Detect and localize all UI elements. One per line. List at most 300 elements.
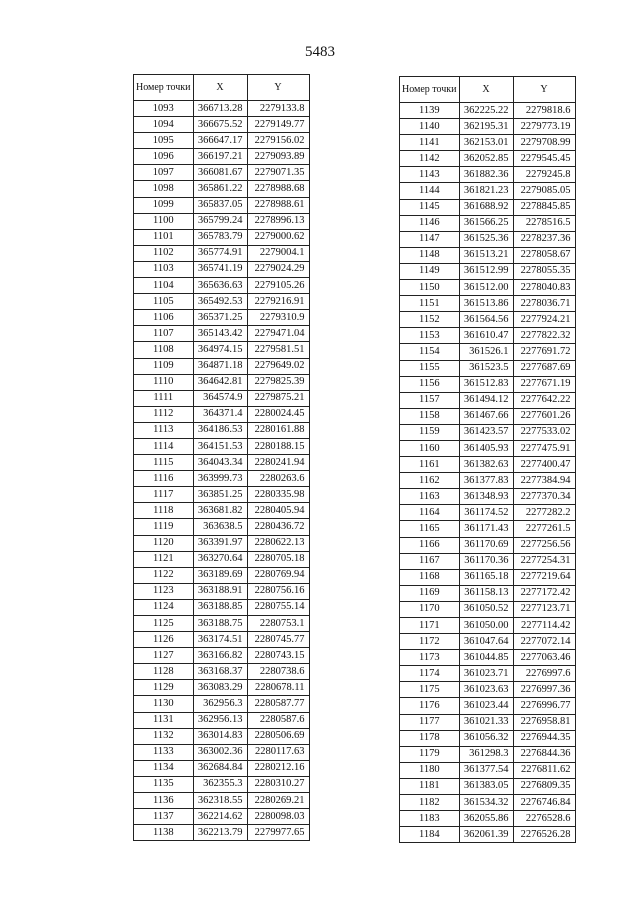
point-number-cell: 1109 — [134, 358, 194, 374]
x-coordinate-cell: 364371.4 — [193, 406, 247, 422]
x-coordinate-cell: 361044.85 — [459, 650, 513, 666]
x-coordinate-cell: 363638.5 — [193, 519, 247, 535]
y-coordinate-cell: 2279825.39 — [247, 374, 309, 390]
y-coordinate-cell: 2278237.36 — [513, 231, 575, 247]
y-coordinate-cell: 2280335.98 — [247, 487, 309, 503]
point-number-cell: 1121 — [134, 551, 194, 567]
x-coordinate-cell: 363391.97 — [193, 535, 247, 551]
x-coordinate-cell: 361512.99 — [459, 263, 513, 279]
point-number-cell: 1137 — [134, 809, 194, 825]
y-coordinate-cell: 2277254.31 — [513, 553, 575, 569]
table-row — [134, 390, 310, 406]
y-coordinate-cell: 2279000.62 — [247, 229, 309, 245]
point-number-cell: 1156 — [400, 376, 460, 392]
point-number-cell: 1140 — [400, 119, 460, 135]
point-number-cell: 1117 — [134, 487, 194, 503]
column-header-y: Y — [513, 77, 575, 103]
y-coordinate-cell: 2280743.15 — [247, 648, 309, 664]
table-row — [134, 648, 310, 664]
point-number-cell: 1099 — [134, 197, 194, 213]
table-row — [400, 392, 576, 408]
table-row — [134, 358, 310, 374]
y-coordinate-cell: 2278055.35 — [513, 263, 575, 279]
point-number-cell: 1169 — [400, 585, 460, 601]
point-number-cell: 1125 — [134, 616, 194, 632]
table-row — [400, 585, 576, 601]
y-coordinate-cell: 2276996.77 — [513, 698, 575, 714]
y-coordinate-cell: 2277114.42 — [513, 618, 575, 634]
table-row — [134, 455, 310, 471]
table-row — [400, 440, 576, 456]
point-number-cell: 1106 — [134, 310, 194, 326]
table-row — [134, 261, 310, 277]
x-coordinate-cell: 361298.3 — [459, 746, 513, 762]
x-coordinate-cell: 361525.36 — [459, 231, 513, 247]
y-coordinate-cell: 2279105.26 — [247, 278, 309, 294]
point-number-cell: 1122 — [134, 567, 194, 583]
y-coordinate-cell: 2277671.19 — [513, 376, 575, 392]
x-coordinate-cell: 361023.63 — [459, 682, 513, 698]
point-number-cell: 1134 — [134, 760, 194, 776]
y-coordinate-cell: 2280024.45 — [247, 406, 309, 422]
x-coordinate-cell: 365143.42 — [193, 326, 247, 342]
y-coordinate-cell: 2277642.22 — [513, 392, 575, 408]
table-row — [400, 328, 576, 344]
y-coordinate-cell: 2280161.88 — [247, 422, 309, 438]
point-number-cell: 1102 — [134, 245, 194, 261]
table-row — [400, 263, 576, 279]
y-coordinate-cell: 2280753.1 — [247, 616, 309, 632]
x-coordinate-cell: 363014.83 — [193, 728, 247, 744]
point-number-cell: 1129 — [134, 680, 194, 696]
table-row — [400, 746, 576, 762]
point-number-cell: 1177 — [400, 714, 460, 730]
x-coordinate-cell: 364974.15 — [193, 342, 247, 358]
x-coordinate-cell: 362355.3 — [193, 776, 247, 792]
y-coordinate-cell: 2276811.62 — [513, 762, 575, 778]
y-coordinate-cell: 2279149.77 — [247, 117, 309, 133]
x-coordinate-cell: 362195.31 — [459, 119, 513, 135]
point-number-cell: 1175 — [400, 682, 460, 698]
point-number-cell: 1182 — [400, 795, 460, 811]
table-row — [400, 119, 576, 135]
point-number-cell: 1174 — [400, 666, 460, 682]
y-coordinate-cell: 2279773.19 — [513, 119, 575, 135]
y-coordinate-cell: 2277384.94 — [513, 473, 575, 489]
x-coordinate-cell: 362055.86 — [459, 811, 513, 827]
y-coordinate-cell: 2279216.91 — [247, 294, 309, 310]
point-number-cell: 1151 — [400, 296, 460, 312]
x-coordinate-cell: 361512.83 — [459, 376, 513, 392]
point-number-cell: 1133 — [134, 744, 194, 760]
table-row — [134, 438, 310, 454]
table-row — [134, 696, 310, 712]
table-row — [400, 569, 576, 585]
y-coordinate-cell: 2279818.6 — [513, 103, 575, 119]
x-coordinate-cell: 363270.64 — [193, 551, 247, 567]
table-row — [134, 487, 310, 503]
column-header-x: X — [459, 77, 513, 103]
table-row — [134, 229, 310, 245]
table-row — [400, 424, 576, 440]
table-row — [400, 634, 576, 650]
table-row — [400, 521, 576, 537]
y-coordinate-cell: 2276844.36 — [513, 746, 575, 762]
y-coordinate-cell: 2279024.29 — [247, 261, 309, 277]
x-coordinate-cell: 365799.24 — [193, 213, 247, 229]
x-coordinate-cell: 361526.1 — [459, 344, 513, 360]
point-number-cell: 1111 — [134, 390, 194, 406]
y-coordinate-cell: 2279708.99 — [513, 135, 575, 151]
y-coordinate-cell: 2280587.77 — [247, 696, 309, 712]
x-coordinate-cell: 361050.00 — [459, 618, 513, 634]
table-row — [134, 680, 310, 696]
x-coordinate-cell: 365837.05 — [193, 197, 247, 213]
point-number-cell: 1107 — [134, 326, 194, 342]
table-row — [400, 312, 576, 328]
table-row — [400, 698, 576, 714]
table-row — [134, 825, 310, 841]
y-coordinate-cell: 2280310.27 — [247, 776, 309, 792]
table-row — [400, 151, 576, 167]
table-row — [400, 827, 576, 843]
x-coordinate-cell: 362061.39 — [459, 827, 513, 843]
point-number-cell: 1149 — [400, 263, 460, 279]
x-coordinate-cell: 361050.52 — [459, 601, 513, 617]
table-row — [400, 666, 576, 682]
table-row — [400, 601, 576, 617]
table-row — [134, 326, 310, 342]
column-header-point: Номер точки — [400, 77, 460, 103]
y-coordinate-cell: 2276528.6 — [513, 811, 575, 827]
point-number-cell: 1123 — [134, 583, 194, 599]
y-coordinate-cell: 2277072.14 — [513, 634, 575, 650]
y-coordinate-cell: 2280117.63 — [247, 744, 309, 760]
x-coordinate-cell: 361882.36 — [459, 167, 513, 183]
y-coordinate-cell: 2279093.89 — [247, 149, 309, 165]
y-coordinate-cell: 2279133.8 — [247, 101, 309, 117]
x-coordinate-cell: 361513.21 — [459, 247, 513, 263]
table-row — [400, 682, 576, 698]
y-coordinate-cell: 2277822.32 — [513, 328, 575, 344]
table-row — [400, 505, 576, 521]
point-number-cell: 1142 — [400, 151, 460, 167]
x-coordinate-cell: 363166.82 — [193, 648, 247, 664]
table-header-row — [400, 77, 576, 103]
point-number-cell: 1119 — [134, 519, 194, 535]
x-coordinate-cell: 362214.62 — [193, 809, 247, 825]
x-coordinate-cell: 361158.13 — [459, 585, 513, 601]
x-coordinate-cell: 365783.79 — [193, 229, 247, 245]
y-coordinate-cell: 2278988.61 — [247, 197, 309, 213]
x-coordinate-cell: 363083.29 — [193, 680, 247, 696]
y-coordinate-cell: 2280405.94 — [247, 503, 309, 519]
x-coordinate-cell: 362318.55 — [193, 793, 247, 809]
x-coordinate-cell: 363168.37 — [193, 664, 247, 680]
table-row — [400, 215, 576, 231]
table-row — [134, 551, 310, 567]
point-number-cell: 1116 — [134, 471, 194, 487]
y-coordinate-cell: 2279875.21 — [247, 390, 309, 406]
x-coordinate-cell: 361610.47 — [459, 328, 513, 344]
point-number-cell: 1096 — [134, 149, 194, 165]
table-row — [400, 457, 576, 473]
point-number-cell: 1155 — [400, 360, 460, 376]
point-number-cell: 1104 — [134, 278, 194, 294]
y-coordinate-cell: 2276526.28 — [513, 827, 575, 843]
table-row — [134, 728, 310, 744]
y-coordinate-cell: 2279471.04 — [247, 326, 309, 342]
y-coordinate-cell: 2277533.02 — [513, 424, 575, 440]
point-number-cell: 1164 — [400, 505, 460, 521]
x-coordinate-cell: 361170.36 — [459, 553, 513, 569]
point-number-cell: 1171 — [400, 618, 460, 634]
x-coordinate-cell: 363851.25 — [193, 487, 247, 503]
point-number-cell: 1146 — [400, 215, 460, 231]
x-coordinate-cell: 362052.85 — [459, 151, 513, 167]
point-number-cell: 1094 — [134, 117, 194, 133]
point-number-cell: 1154 — [400, 344, 460, 360]
table-row — [400, 537, 576, 553]
x-coordinate-cell: 366647.17 — [193, 133, 247, 149]
y-coordinate-cell: 2277924.21 — [513, 312, 575, 328]
point-number-cell: 1150 — [400, 280, 460, 296]
table-row — [134, 406, 310, 422]
point-number-cell: 1144 — [400, 183, 460, 199]
y-coordinate-cell: 2279310.9 — [247, 310, 309, 326]
point-number-cell: 1097 — [134, 165, 194, 181]
y-coordinate-cell: 2277063.46 — [513, 650, 575, 666]
table-row — [134, 245, 310, 261]
y-coordinate-cell: 2279649.02 — [247, 358, 309, 374]
point-number-cell: 1098 — [134, 181, 194, 197]
point-number-cell: 1178 — [400, 730, 460, 746]
point-number-cell: 1095 — [134, 133, 194, 149]
x-coordinate-cell: 362956.3 — [193, 696, 247, 712]
x-coordinate-cell: 361056.32 — [459, 730, 513, 746]
x-coordinate-cell: 361170.69 — [459, 537, 513, 553]
x-coordinate-cell: 361688.92 — [459, 199, 513, 215]
table-header-row — [134, 75, 310, 101]
y-coordinate-cell: 2280241.94 — [247, 455, 309, 471]
y-coordinate-cell: 2280212.16 — [247, 760, 309, 776]
y-coordinate-cell: 2278058.67 — [513, 247, 575, 263]
point-number-cell: 1130 — [134, 696, 194, 712]
x-coordinate-cell: 363999.73 — [193, 471, 247, 487]
y-coordinate-cell: 2280756.16 — [247, 583, 309, 599]
y-coordinate-cell: 2278040.83 — [513, 280, 575, 296]
point-number-cell: 1152 — [400, 312, 460, 328]
coordinates-table-left — [133, 74, 310, 841]
x-coordinate-cell: 361377.54 — [459, 762, 513, 778]
y-coordinate-cell: 2277123.71 — [513, 601, 575, 617]
point-number-cell: 1165 — [400, 521, 460, 537]
point-number-cell: 1100 — [134, 213, 194, 229]
x-coordinate-cell: 366713.28 — [193, 101, 247, 117]
table-row — [134, 712, 310, 728]
table-row — [134, 278, 310, 294]
y-coordinate-cell: 2279004.1 — [247, 245, 309, 261]
point-number-cell: 1103 — [134, 261, 194, 277]
y-coordinate-cell: 2280188.15 — [247, 438, 309, 454]
table-row — [134, 632, 310, 648]
point-number-cell: 1126 — [134, 632, 194, 648]
x-coordinate-cell: 361174.52 — [459, 505, 513, 521]
table-row — [400, 167, 576, 183]
y-coordinate-cell: 2276997.6 — [513, 666, 575, 682]
x-coordinate-cell: 365861.22 — [193, 181, 247, 197]
table-row — [400, 714, 576, 730]
point-number-cell: 1139 — [400, 103, 460, 119]
table-row — [134, 197, 310, 213]
point-number-cell: 1132 — [134, 728, 194, 744]
point-number-cell: 1143 — [400, 167, 460, 183]
point-number-cell: 1138 — [134, 825, 194, 841]
table-row — [400, 762, 576, 778]
column-header-point: Номер точки — [134, 75, 194, 101]
x-coordinate-cell: 364043.34 — [193, 455, 247, 471]
x-coordinate-cell: 361534.32 — [459, 795, 513, 811]
column-header-y: Y — [247, 75, 309, 101]
y-coordinate-cell: 2280587.6 — [247, 712, 309, 728]
y-coordinate-cell: 2280678.11 — [247, 680, 309, 696]
table-row — [400, 296, 576, 312]
table-row — [400, 553, 576, 569]
table-row — [134, 310, 310, 326]
y-coordinate-cell: 2280098.03 — [247, 809, 309, 825]
y-coordinate-cell: 2280738.6 — [247, 664, 309, 680]
x-coordinate-cell: 361171.43 — [459, 521, 513, 537]
point-number-cell: 1176 — [400, 698, 460, 714]
x-coordinate-cell: 361423.57 — [459, 424, 513, 440]
point-number-cell: 1159 — [400, 424, 460, 440]
x-coordinate-cell: 365741.19 — [193, 261, 247, 277]
x-coordinate-cell: 364186.53 — [193, 422, 247, 438]
point-number-cell: 1115 — [134, 455, 194, 471]
table-row — [134, 294, 310, 310]
y-coordinate-cell: 2277282.2 — [513, 505, 575, 521]
table-row — [134, 422, 310, 438]
y-coordinate-cell: 2279071.35 — [247, 165, 309, 181]
point-number-cell: 1168 — [400, 569, 460, 585]
x-coordinate-cell: 361821.23 — [459, 183, 513, 199]
point-number-cell: 1131 — [134, 712, 194, 728]
x-coordinate-cell: 364574.9 — [193, 390, 247, 406]
point-number-cell: 1180 — [400, 762, 460, 778]
table-row — [134, 519, 310, 535]
table-row — [134, 535, 310, 551]
x-coordinate-cell: 365636.63 — [193, 278, 247, 294]
point-number-cell: 1110 — [134, 374, 194, 390]
table-row — [134, 616, 310, 632]
table-row — [400, 183, 576, 199]
table-row — [400, 473, 576, 489]
y-coordinate-cell: 2280263.6 — [247, 471, 309, 487]
y-coordinate-cell: 2277687.69 — [513, 360, 575, 376]
table-row — [400, 376, 576, 392]
x-coordinate-cell: 361405.93 — [459, 440, 513, 456]
y-coordinate-cell: 2279545.45 — [513, 151, 575, 167]
table-row — [134, 342, 310, 358]
y-coordinate-cell: 2278988.68 — [247, 181, 309, 197]
x-coordinate-cell: 361566.25 — [459, 215, 513, 231]
x-coordinate-cell: 363681.82 — [193, 503, 247, 519]
table-row — [400, 344, 576, 360]
y-coordinate-cell: 2276997.36 — [513, 682, 575, 698]
point-number-cell: 1153 — [400, 328, 460, 344]
y-coordinate-cell: 2280769.94 — [247, 567, 309, 583]
x-coordinate-cell: 361494.12 — [459, 392, 513, 408]
point-number-cell: 1112 — [134, 406, 194, 422]
y-coordinate-cell: 2277219.64 — [513, 569, 575, 585]
point-number-cell: 1124 — [134, 599, 194, 615]
y-coordinate-cell: 2279156.02 — [247, 133, 309, 149]
y-coordinate-cell: 2280506.69 — [247, 728, 309, 744]
point-number-cell: 1158 — [400, 408, 460, 424]
y-coordinate-cell: 2280622.13 — [247, 535, 309, 551]
x-coordinate-cell: 364151.53 — [193, 438, 247, 454]
table-row — [134, 149, 310, 165]
point-number-cell: 1167 — [400, 553, 460, 569]
point-number-cell: 1148 — [400, 247, 460, 263]
y-coordinate-cell: 2278036.71 — [513, 296, 575, 312]
y-coordinate-cell: 2279581.51 — [247, 342, 309, 358]
table-row — [134, 213, 310, 229]
y-coordinate-cell: 2277400.47 — [513, 457, 575, 473]
y-coordinate-cell: 2279085.05 — [513, 183, 575, 199]
coordinates-table-right — [399, 76, 576, 843]
y-coordinate-cell: 2276958.81 — [513, 714, 575, 730]
table-row — [400, 360, 576, 376]
point-number-cell: 1120 — [134, 535, 194, 551]
table-row — [134, 101, 310, 117]
x-coordinate-cell: 362213.79 — [193, 825, 247, 841]
table-row — [134, 760, 310, 776]
point-number-cell: 1183 — [400, 811, 460, 827]
table-row — [134, 503, 310, 519]
table-row — [400, 408, 576, 424]
point-number-cell: 1108 — [134, 342, 194, 358]
point-number-cell: 1170 — [400, 601, 460, 617]
table-row — [134, 374, 310, 390]
table-row — [400, 231, 576, 247]
point-number-cell: 1113 — [134, 422, 194, 438]
y-coordinate-cell: 2277691.72 — [513, 344, 575, 360]
table-row — [400, 618, 576, 634]
x-coordinate-cell: 363188.85 — [193, 599, 247, 615]
table-row — [400, 280, 576, 296]
table-row — [134, 599, 310, 615]
table-row — [134, 471, 310, 487]
x-coordinate-cell: 361383.05 — [459, 778, 513, 794]
table-row — [134, 165, 310, 181]
point-number-cell: 1181 — [400, 778, 460, 794]
point-number-cell: 1157 — [400, 392, 460, 408]
x-coordinate-cell: 366675.52 — [193, 117, 247, 133]
y-coordinate-cell: 2280436.72 — [247, 519, 309, 535]
x-coordinate-cell: 363188.75 — [193, 616, 247, 632]
x-coordinate-cell: 361023.44 — [459, 698, 513, 714]
x-coordinate-cell: 363188.91 — [193, 583, 247, 599]
point-number-cell: 1163 — [400, 489, 460, 505]
point-number-cell: 1184 — [400, 827, 460, 843]
x-coordinate-cell: 365371.25 — [193, 310, 247, 326]
x-coordinate-cell: 361513.86 — [459, 296, 513, 312]
y-coordinate-cell: 2280745.77 — [247, 632, 309, 648]
point-number-cell: 1166 — [400, 537, 460, 553]
y-coordinate-cell: 2277601.26 — [513, 408, 575, 424]
y-coordinate-cell: 2276944.35 — [513, 730, 575, 746]
